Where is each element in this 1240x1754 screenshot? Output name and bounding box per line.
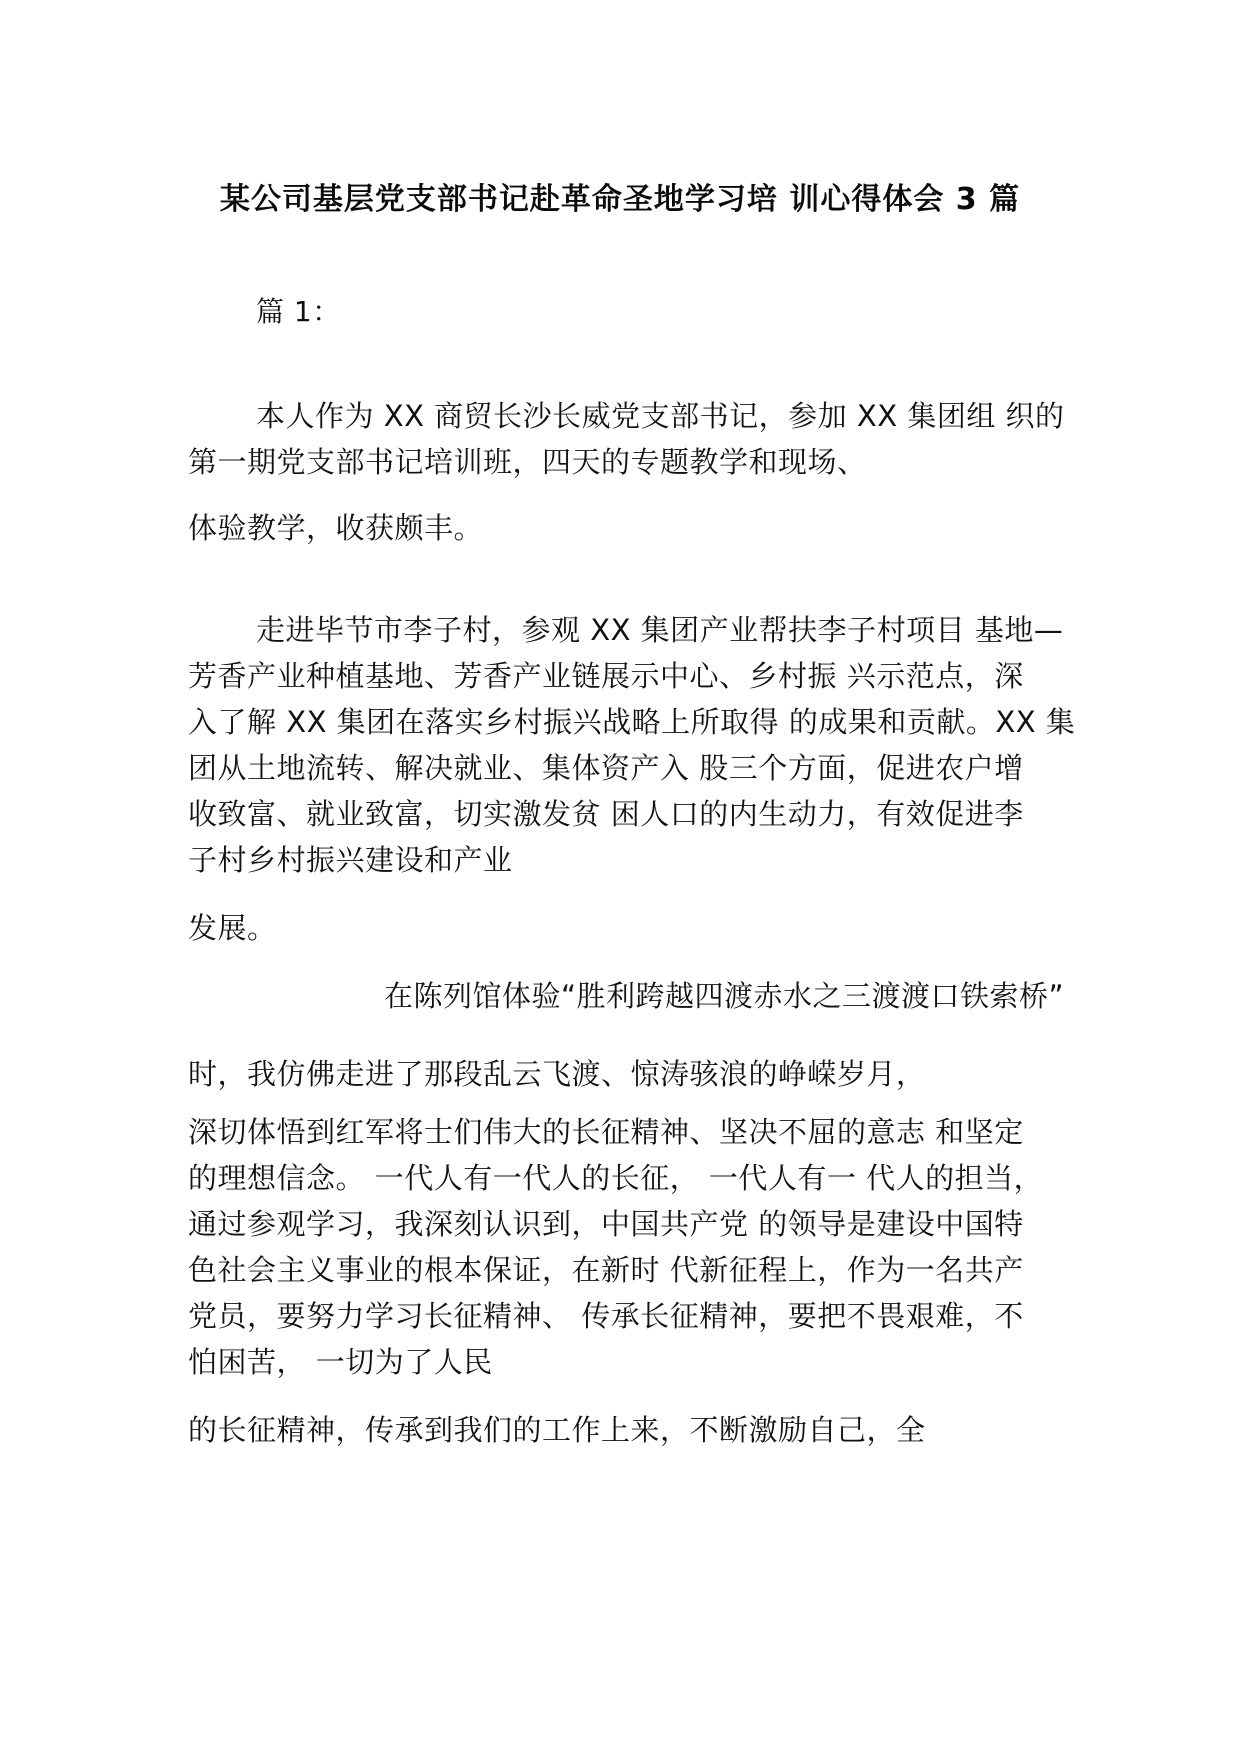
paragraph-line: 走进毕节市李子村，参观 XX 集团产业帮扶李子村项目 基地— (256, 613, 1064, 647)
paragraph-line: 体验教学，收获颇丰。 (188, 511, 484, 545)
section-heading: 篇 1： (256, 295, 341, 328)
document-title: 某公司基层党支部书记赴革命圣地学习培 训心得体会 3 篇 (219, 182, 1021, 217)
paragraph-line: 第一期党支部书记培训班，四天的专题教学和现场、 (188, 445, 867, 479)
paragraph-line: 发展。 (188, 911, 277, 945)
paragraph-line: 子村乡村振兴建设和产业 (188, 843, 513, 877)
paragraph-line: 深切体悟到红军将士们伟大的长征精神、坚决不屈的意志 和坚定 (188, 1115, 1024, 1149)
paragraph-line: 的理想信念。 一代人有一代人的长征， 一代人有一 代人的担当， (188, 1161, 1044, 1195)
paragraph-line: 的长征精神，传承到我们的工作上来，不断激励自己，全 (188, 1413, 926, 1447)
paragraph-line: 收致富、就业致富，切实激发贫 困人口的内生动力，有效促进李 (188, 797, 1024, 831)
paragraph-line: 入了解 XX 集团在落实乡村振兴战略上所取得 的成果和贡献。XX 集 (188, 705, 1076, 739)
paragraph-line: 团从土地流转、解决就业、集体资产入 股三个方面，促进农户增 (188, 751, 1024, 785)
paragraph-line: 怕困苦， 一切为了人民 (188, 1345, 493, 1379)
paragraph-line: 在陈列馆体验“胜利跨越四渡赤水之三渡渡口铁索桥” (384, 979, 1065, 1013)
paragraph-line: 通过参观学习，我深刻认识到，中国共产党 的领导是建设中国特 (188, 1207, 1024, 1241)
paragraph-line: 芳香产业种植基地、芳香产业链展示中心、乡村振 兴示范点，深 (188, 659, 1024, 693)
paragraph-line: 色社会主义事业的根本保证，在新时 代新征程上，作为一名共产 (188, 1253, 1024, 1287)
paragraph-line: 时，我仿佛走进了那段乱云飞渡、惊涛骇浪的峥嵘岁月， (188, 1057, 926, 1091)
paragraph-line: 本人作为 XX 商贸长沙长威党支部书记，参加 XX 集团组 织的 (256, 399, 1065, 433)
paragraph-line: 党员，要努力学习长征精神、 传承长征精神，要把不畏艰难，不 (188, 1299, 1024, 1333)
